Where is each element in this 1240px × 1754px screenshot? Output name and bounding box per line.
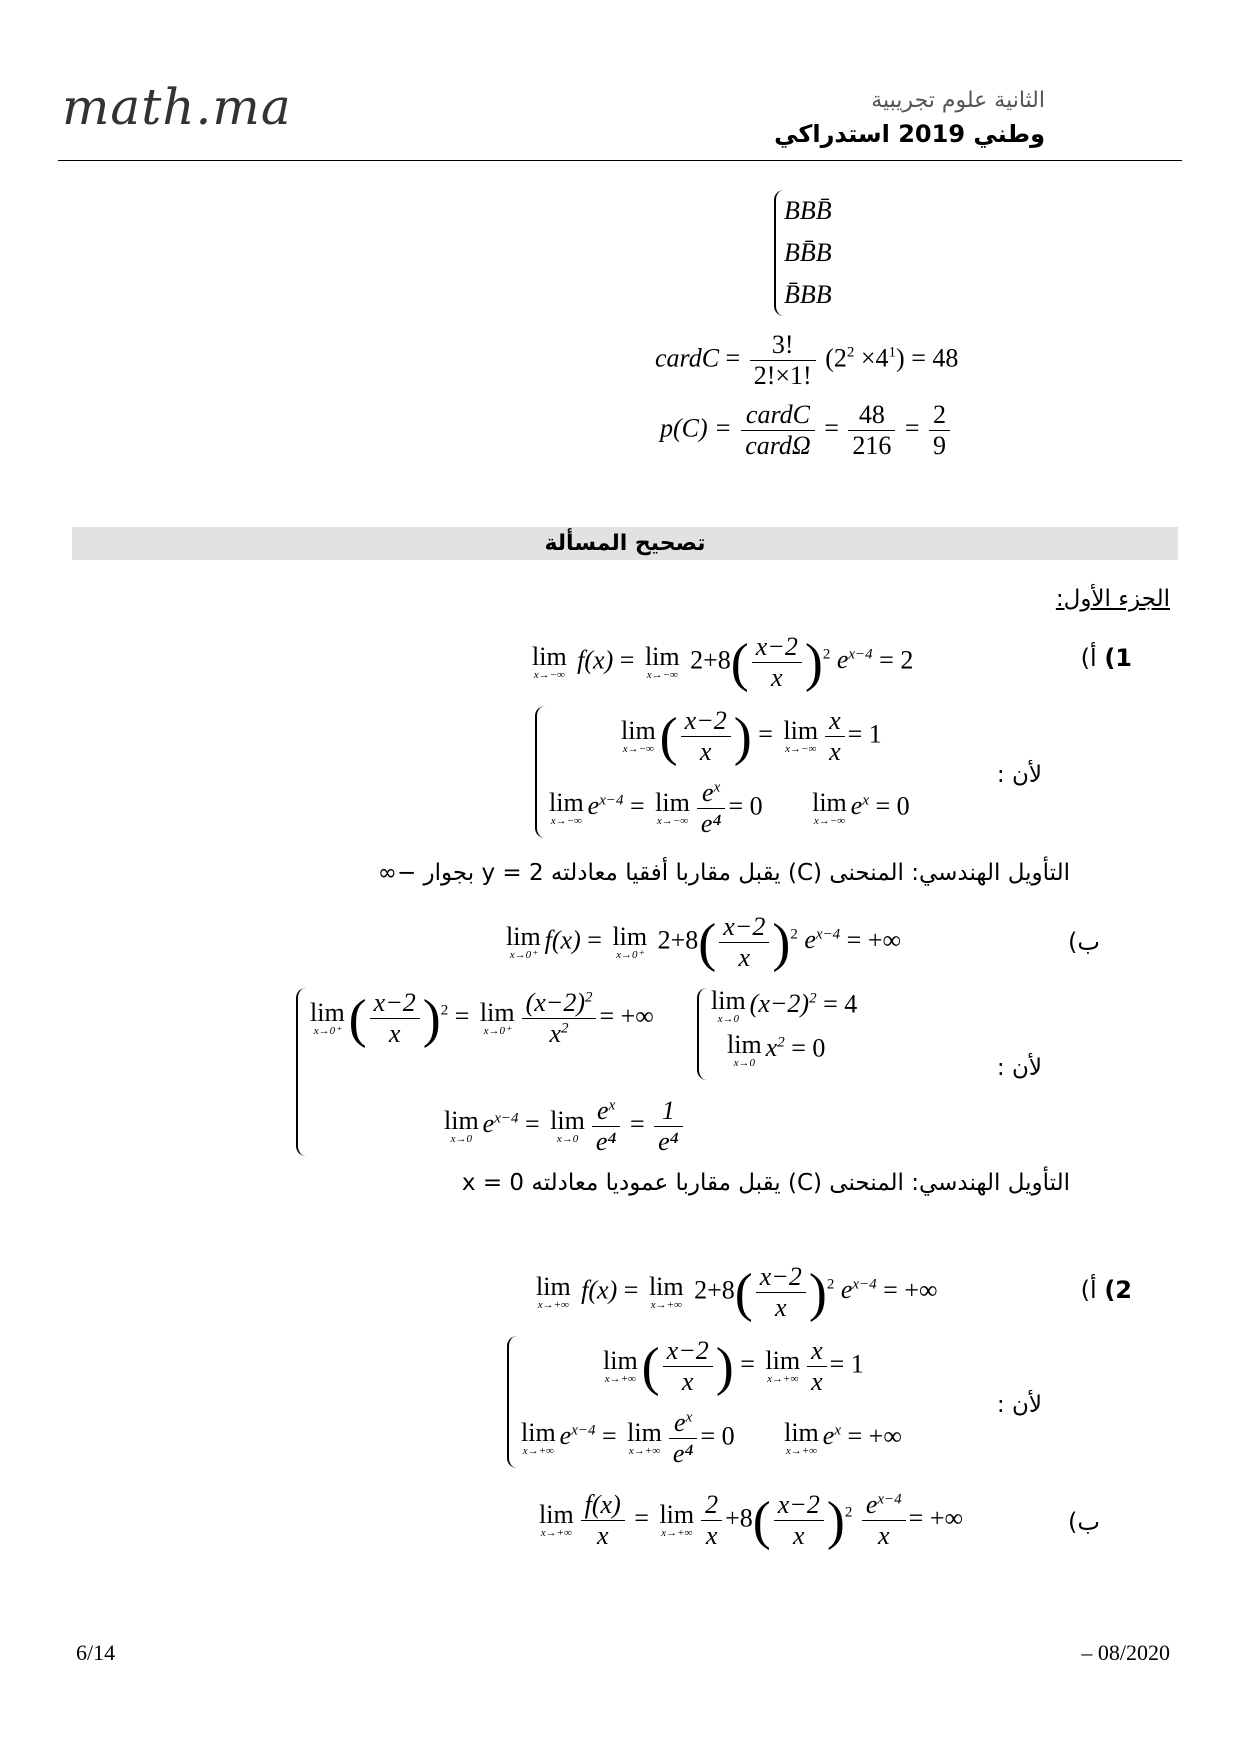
q1b-formula: lim x→0⁺ f(x) = lim x→0⁺ 2+8( $\frac{x-2}{x}$ )$^2$ $e^{x-4}$ = +∞ [506,912,902,973]
result: = 2 [879,645,914,675]
lim-sub: x→0⁺ [509,948,537,961]
lim-sub: x→−∞ [785,742,817,755]
two-plus-8: 2+8 [690,645,731,675]
result: = 0 [728,791,763,821]
frac [752,632,802,693]
lim-sub: x→−∞ [646,668,678,681]
lim: lim [812,787,847,817]
frac-den: x [811,1366,823,1396]
frac-num: 1 [654,1096,683,1127]
frac-den: x [388,1018,401,1048]
frac-den: x [877,1520,890,1550]
lim: lim [310,997,345,1027]
page-number: 6/14 [76,1640,116,1665]
lim: lim [727,1030,762,1059]
lim: lim [521,1417,556,1447]
q1a-formula: lim x→−∞ f(x) = lim x→−∞ 2+8( $\frac{x-2}{x}$ )$^2$ $e^{x-4} = 2$ [532,632,914,693]
frac-num: x [825,706,845,737]
header-level: الثانية علوم تجريبية [871,88,1045,113]
q1b-geo: التأويل الهندسي: المنحنى (C) يقبل مقاربا عموديا معادلته x = 0 [461,1170,1070,1196]
result: = +∞ [908,1503,964,1533]
frac-den: x [775,1292,787,1322]
footer-date: – 08/2020 [1081,1640,1170,1665]
result: = +∞ [883,1275,938,1305]
lim-sub: x→0 [450,1132,473,1145]
logo [62,78,292,136]
two-plus-8: 2+8 [694,1275,735,1305]
q1-number: 1) [1104,644,1132,672]
p-fraction-1 [741,400,815,461]
frac-den: x [681,1366,694,1396]
cases-brace [774,190,854,316]
frac-den: x [793,1520,805,1550]
card-formula: cardC = $\frac{3!}{2!\times 1!}$ $(2^2 \times 4^1) = 48$ [655,330,959,390]
frac-den: e⁴ [658,1126,679,1156]
result: = 4 [823,989,858,1019]
frac-den: x [738,942,751,972]
result: = 0 [875,791,910,821]
q1a-geo: التأويل الهندسي: المنحنى (C) يقبل مقاربا أفقيا معادلته y = 2 بجوار −∞ [377,860,1070,886]
logo-text: math.ma [62,78,292,136]
two-plus-8: 2+8 [657,925,699,955]
lim-sub: x→+∞ [537,1298,569,1311]
lim-sub: x→0 [556,1132,579,1145]
fx: f(x) [581,1275,618,1305]
lim: lim [627,1417,662,1447]
case-2: BB̄B [784,238,832,267]
frac-num: x−2 [370,988,420,1019]
lim: lim [603,1345,638,1375]
card-den: 2!×1! [753,360,812,390]
q1b-inner-brace: lim x→0 $(x-2)^2 = 4$ lim x→0 $x^2 = 0$ [697,988,907,1080]
frac-num: x−2 [756,1262,806,1293]
lim-sub: x→−∞ [656,814,689,827]
lim-sub: x→−∞ [622,742,654,755]
case-3: B̄BB [784,280,832,309]
lim-sub: x→0⁺ [313,1024,341,1037]
header-rule [58,160,1182,161]
frac-den: x [771,662,783,692]
lim: lim [549,787,584,817]
q2b-formula: lim x→+∞ $\frac{f(x)}{x}$ = lim x→+∞ $\frac{2}{x}$ +8( $\frac{x-2}{x}$ )$^2$ $\frac{e^{x-4}}{x}$ = +∞ [539,1490,964,1551]
frac-num: f(x) [581,1490,625,1521]
result: = +∞ [599,1001,654,1031]
lim: lim [783,715,819,745]
p-fraction-2 [848,400,895,461]
q1-a-label: أ) [1080,644,1097,672]
q2-b-label: ب) [1068,1508,1100,1536]
lim-sub: x→0 [717,1013,740,1025]
lim-sub: x→0⁺ [616,948,644,961]
frac [681,706,731,767]
frac-den: e⁴ [595,1126,617,1156]
lim-sub: x→0 [733,1057,756,1069]
result: = 0 [791,1033,826,1063]
lim: lim [479,997,515,1027]
frac-den: x [596,1520,609,1550]
frac-num: x−2 [681,706,731,737]
lim: lim [648,1271,684,1301]
lim: lim [644,641,680,671]
frac-num: 2 [701,1490,722,1521]
lim-sub: x→+∞ [604,1372,636,1385]
frac-num: x−2 [774,1490,824,1521]
card-fraction [750,330,816,391]
lim-sub: x→+∞ [650,1298,682,1311]
lim: lim [659,1499,695,1529]
p-num3: 2 [929,400,950,431]
part-title: الجزء الأول: [1055,586,1170,612]
p-fraction-3 [929,400,950,461]
lim: lim [765,1345,801,1375]
q1b-brace: lim x→0⁺ ( $\frac{x-2}{x}$ )$^2$ = lim x→0⁺ $\frac{(x-2)^2}{x^2}$ = +∞ lim x→0 $e^{x-4}$ = lim x→0 $\frac{e^x}{\text{e⁴}}$ = $\frac{1}{\text{e⁴}}$ [296,988,726,1156]
frac-den: e⁴ [672,1438,694,1468]
lim: lim [539,1499,574,1529]
fx: f(x) [544,925,581,955]
q1-b-label: ب) [1068,928,1100,956]
result: = +∞ [846,925,902,955]
lim: lim [536,1271,571,1301]
result: = +∞ [847,1421,902,1451]
lim-sub: x→0⁺ [483,1024,511,1037]
lim-sub: x→+∞ [522,1444,554,1457]
lim-sub: x→+∞ [628,1444,661,1457]
q2a-brace: lim x→+∞ ( $\frac{x-2}{x}$ ) = lim x→+∞ $\frac{x}{x}$ = 1 lim x→+∞ $e^{x-4}$ = lim x→+∞ $\frac{e^x}{\text{e⁴}}$ = 0 lim x→+∞ $e^x$ = +∞ [507,1336,999,1468]
p-lhs: p(C) = [660,413,732,443]
lim-sub: x→+∞ [767,1372,799,1385]
p-den3: 9 [933,430,947,460]
lim: lim [506,921,541,951]
q1a-because: لأن : [996,762,1042,788]
result: = 1 [847,719,882,749]
frac-den: x [699,736,712,766]
lim: lim [550,1105,585,1135]
lim: lim [784,1417,819,1447]
p-num2: 48 [848,400,895,431]
q2-a-label: أ) [1080,1276,1097,1304]
frac-num: x−2 [752,632,802,663]
lim-sub: x→+∞ [661,1526,693,1539]
card-lhs: cardC [655,343,720,373]
section-title: تصحيح المسألة [544,531,706,556]
frac-num: x [807,1336,827,1367]
lim: lim [532,641,567,671]
lim-sub: x→−∞ [813,814,846,827]
p-den: cardΩ [745,430,811,460]
q2a-formula: lim x→+∞ f(x) = lim x→+∞ 2+8( $\frac{x-2}{x}$ )$^2$ $e^{x-4}$ = +∞ [536,1262,938,1323]
card-result: = 48 [911,343,959,373]
frac-den: x [829,736,841,766]
frac-num: x−2 [663,1336,713,1367]
frac-num: x−2 [719,912,769,943]
p-den2: 216 [852,430,892,460]
p-formula: p(C) = $\frac{\text{cardC}}{\text{cardΩ}}$ = $\frac{48}{216}$ = $\frac{2}{9}$ [660,400,953,461]
card-num: 3! [750,330,816,361]
q1a-brace: lim x→−∞ ( $\frac{x-2}{x}$ ) = lim x→−∞ $\frac{x}{x}$ = 1 lim x→−∞ $e^{x-4}$ = lim x→−∞ $\frac{e^x}{\text{e⁴}}$ = 0 lim x→−∞ $e^x = 0$ [535,706,997,838]
result: = 0 [700,1421,735,1451]
lim: lim [621,715,656,745]
lim: lim [444,1105,479,1135]
q2a-because: لأن : [996,1392,1042,1418]
frac-den: e⁴ [700,808,722,838]
lim-sub: x→+∞ [785,1444,818,1457]
lim: lim [711,986,746,1015]
result: = 1 [829,1349,864,1379]
header-exam: وطني 2019 استدراكي [774,120,1045,148]
q2-number: 2) [1104,1276,1132,1304]
q1b-because: لأن : [996,1055,1042,1081]
lim-sub: x→+∞ [540,1526,572,1539]
p-num: cardC [741,400,815,431]
q1-label [1081,644,1132,672]
lim: lim [655,787,690,817]
lim: lim [612,921,648,951]
q2-label [1081,1276,1132,1304]
fx: f(x) [577,645,614,675]
case-1: BBB̄ [784,196,832,225]
frac-den: x [705,1520,718,1550]
lim-sub: x→−∞ [550,814,582,827]
lim-sub: x→−∞ [533,668,565,681]
